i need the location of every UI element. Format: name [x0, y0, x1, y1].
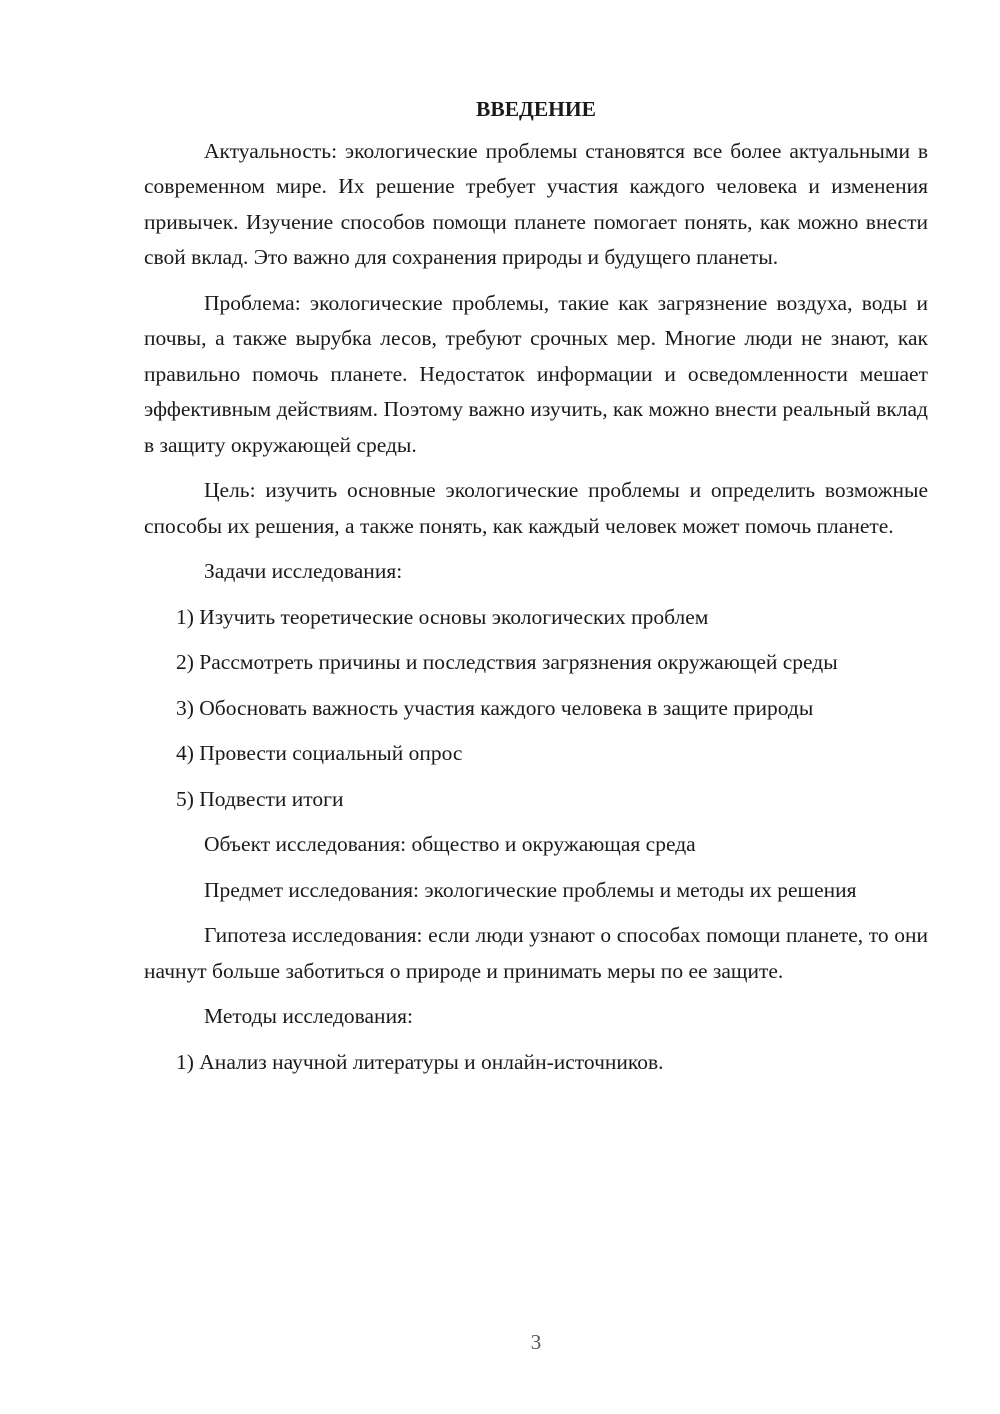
method-item: 1) Анализ научной литературы и онлайн-источников.	[176, 1049, 664, 1074]
task-item: 2) Рассмотреть причины и последствия загрязнения окружающей среды	[176, 650, 838, 674]
problem-paragraph: Проблема: экологические проблемы, такие как загрязнение воздуха, воды и почвы, а также вырубка лесов, требуют срочных мер. Многие люди не знают, как правильно помочь планете. Недостаток информации и осведомленности мешает эффективным действиям. Поэтому важно изучить, как можно внести реальный вклад в защиту окружающей среды.	[144, 290, 928, 457]
page-number: 3	[530, 1330, 542, 1354]
relevance-paragraph: Актуальность: экологические проблемы становятся все более актуальными в современном мире. Их решение требует участия каждого человека и изменения привычек. Изучение способов помощи планете помогает понять, как можно внести свой вклад. Это важно для сохранения природы и будущего планеты.	[144, 138, 928, 269]
subject-paragraph: Предмет исследования: экологические проблемы и методы их решения	[204, 877, 857, 902]
task-item: 4) Провести социальный опрос	[176, 741, 463, 765]
methods-heading: Методы исследования:	[204, 1004, 413, 1028]
goal-paragraph: Цель: изучить основные экологические проблемы и определить возможные способы их решения, а также понять, как каждый человек может помочь планете.	[144, 478, 928, 538]
document-page	[144, 92, 928, 1090]
hypothesis-paragraph: Гипотеза исследования: если люди узнают о способах помощи планете, то они начнут больше заботиться о природе и принимать меры по ее защите.	[144, 923, 928, 983]
object-paragraph: Объект исследования: общество и окружающая среда	[204, 832, 696, 856]
task-item: 3) Обосновать важность участия каждого человека в защите природы	[176, 695, 814, 720]
task-item: 1) Изучить теоретические основы экологических проблем	[176, 604, 709, 629]
tasks-heading: Задачи исследования:	[204, 559, 403, 583]
section-title: ВВЕДЕНИЕ	[476, 97, 596, 121]
task-item: 5) Подвести итоги	[176, 786, 344, 811]
